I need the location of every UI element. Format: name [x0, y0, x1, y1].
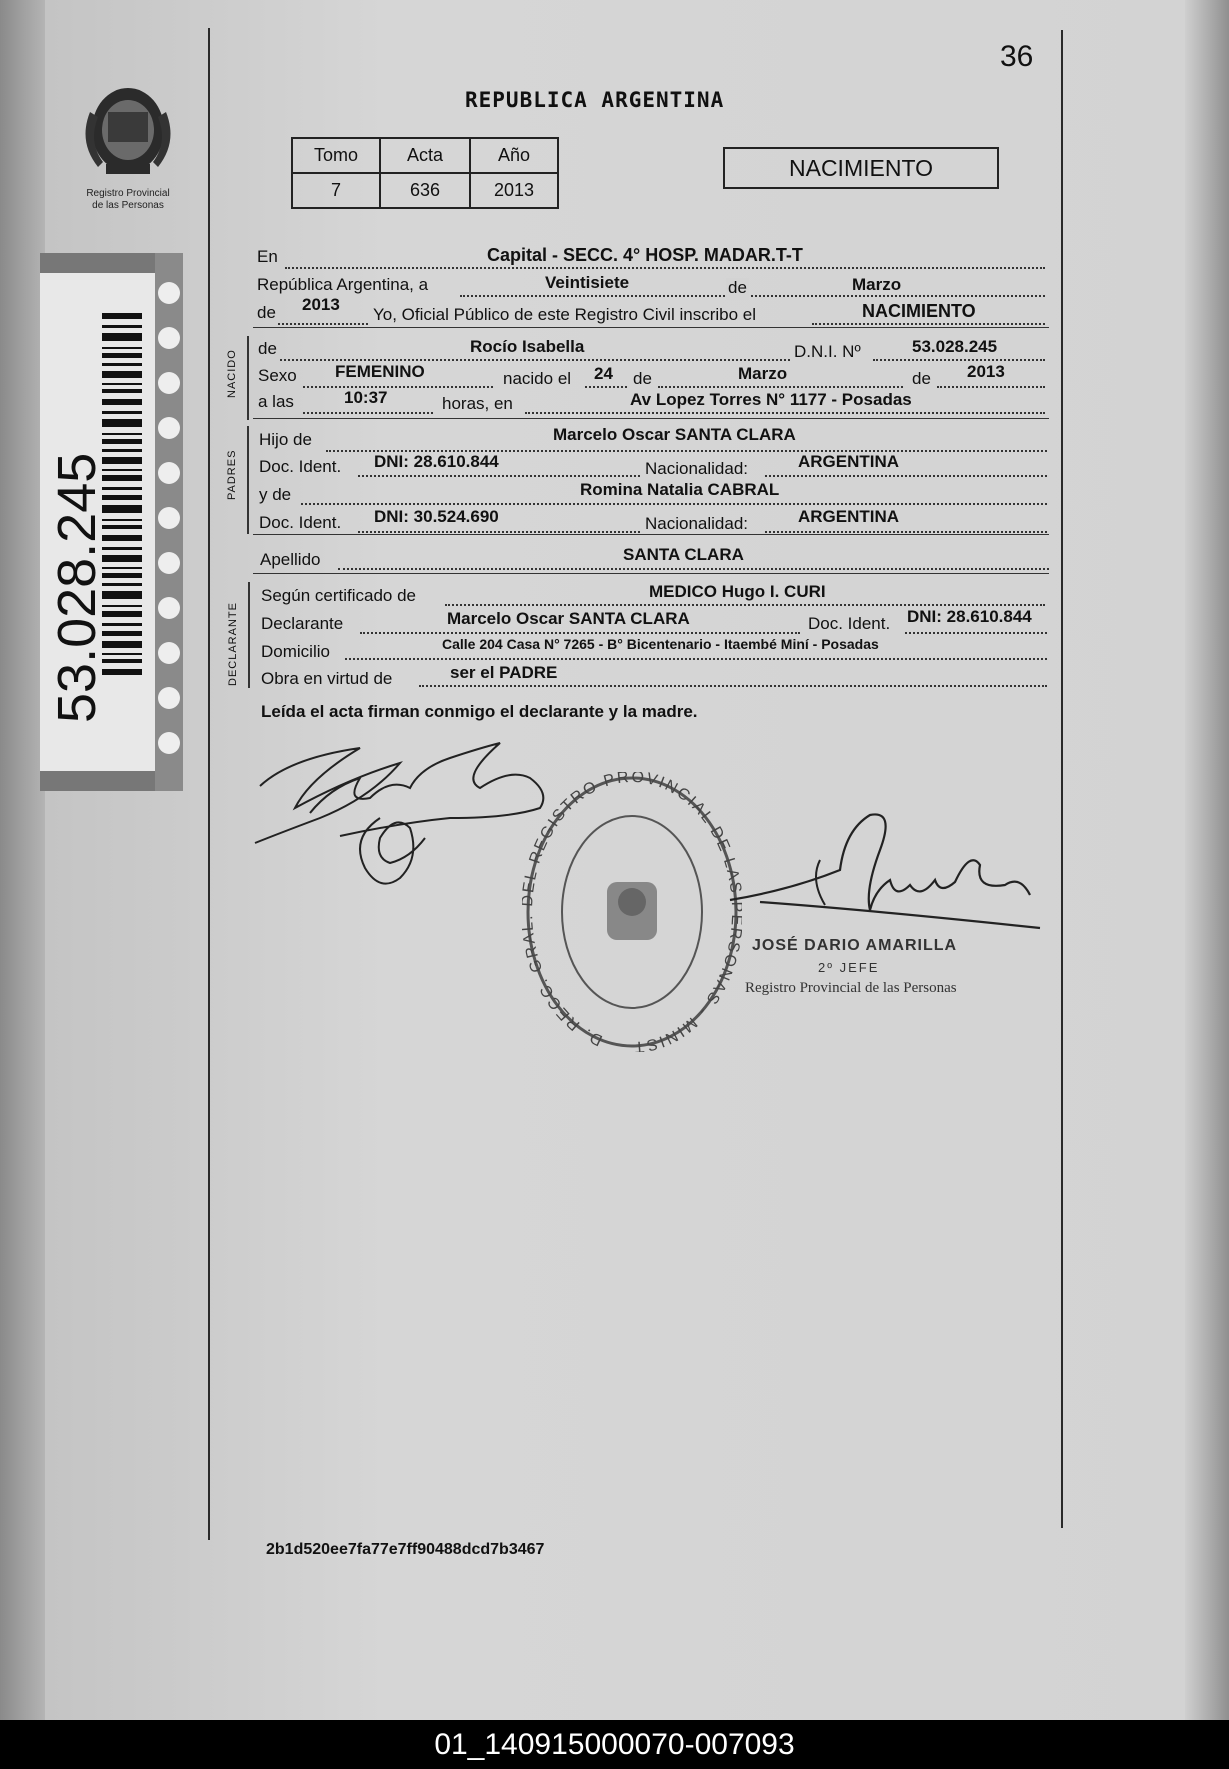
section-divider [253, 573, 1049, 574]
intro-en-value: Capital - SECC. 4° HOSP. MADAR.T-T [487, 245, 803, 265]
official-seal [522, 772, 742, 1052]
register-value-ano: 2013 [470, 173, 558, 208]
section-label-declarante: DECLARANTE [227, 602, 239, 686]
nacido-de-label: de [258, 339, 277, 358]
register-value-acta: 636 [380, 173, 470, 208]
padres-mother-doc: DNI: 30.524.690 [374, 507, 499, 526]
padres-mother: Romina Natalia CABRAL [580, 480, 780, 499]
padres-father-nat-label: Nacionalidad: [645, 459, 749, 478]
declarante-dom-value: Calle 204 Casa N° 7265 - B° Bicentenario - Itaembé Miní - Posadas [442, 636, 879, 652]
official-org: Registro Provincial de las Personas [745, 980, 957, 996]
page-border-left [208, 28, 210, 1540]
act-type-box: NACIMIENTO [723, 147, 999, 189]
apellido-value: SANTA CLARA [623, 545, 744, 564]
intro-de-label: de [726, 278, 749, 300]
section-label-nacido: NACIDO [226, 349, 238, 398]
nacido-sexo-label: Sexo [258, 366, 297, 385]
declarante-cert-value: MEDICO Hugo I. CURI [649, 582, 826, 601]
apellido-label: Apellido [260, 550, 321, 569]
book-spine [0, 0, 45, 1720]
register-value-tomo: 7 [292, 173, 380, 208]
file-identifier-bar: 01_140915000070-007093 [0, 1720, 1229, 1769]
register-header-tomo: Tomo [292, 138, 380, 173]
declarante-obra-value: ser el PADRE [450, 663, 558, 682]
section-bracket [247, 426, 249, 534]
nacido-name: Rocío Isabella [470, 337, 585, 356]
registro-logo [68, 72, 188, 222]
intro-month-value: Marzo [852, 275, 902, 294]
declarante-dom-label: Domicilio [261, 642, 330, 661]
declarante-doc-value: DNI: 28.610.844 [907, 607, 1032, 626]
nacido-horas-label: horas, en [442, 394, 513, 413]
barcode-label [40, 253, 183, 791]
closing-statement: Leída el acta firman conmigo el declarante y la madre. [261, 702, 698, 721]
nacido-sexo: FEMENINO [335, 362, 425, 381]
section-divider [253, 418, 1049, 419]
logo-caption-line2: de las Personas [92, 200, 164, 211]
intro-de2-label: de [257, 303, 276, 322]
nacido-nacido-label: nacido el [503, 369, 572, 388]
declarante-cert-label: Según certificado de [261, 586, 416, 605]
nacido-time: 10:37 [344, 388, 388, 407]
page-number: 36 [1000, 40, 1034, 73]
padres-father-doc-label: Doc. Ident. [259, 457, 342, 476]
page-border-right [1061, 30, 1063, 1528]
official-title: 2º JEFE [818, 960, 880, 975]
declarante-decl-value: Marcelo Oscar SANTA CLARA [447, 609, 690, 628]
intro-year-value: 2013 [302, 295, 340, 314]
intro-day-value: Veintisiete [545, 273, 630, 292]
logo-caption-line1: Registro Provincial [86, 188, 170, 199]
padres-hijo-label: Hijo de [259, 430, 312, 449]
intro-inscribo-value: NACIMIENTO [862, 301, 976, 321]
register-table [291, 137, 559, 209]
register-header-acta: Acta [380, 138, 470, 173]
intro-en-label: En [257, 247, 278, 266]
intro-inscribo-text: Yo, Oficial Público de este Registro Civil inscribo el [373, 305, 756, 324]
page-edge [1185, 0, 1229, 1720]
document-hash: 2b1d520ee7fa77e7ff90488dcd7b3467 [266, 1541, 545, 1558]
padres-mother-nat-label: Nacionalidad: [645, 514, 749, 533]
nacido-dni: 53.028.245 [912, 337, 998, 356]
section-bracket [248, 582, 250, 688]
nacido-month: Marzo [738, 364, 788, 383]
official-name: JOSÉ DARIO AMARILLA [752, 937, 958, 954]
document-title: REPUBLICA ARGENTINA [465, 88, 725, 112]
declarante-doc-label: Doc. Ident. [808, 614, 891, 633]
padres-yde-label: y de [259, 485, 292, 504]
register-header-ano: Año [470, 138, 558, 173]
section-bracket [247, 336, 249, 420]
barcode-number: 53.028.245 [47, 452, 107, 723]
declarante-decl-label: Declarante [261, 614, 344, 633]
nacido-day: 24 [594, 364, 613, 383]
section-divider [253, 327, 1049, 328]
declarante-obra-label: Obra en virtud de [261, 669, 393, 688]
padres-father-nat: ARGENTINA [798, 452, 900, 471]
intro-republica-label: República Argentina, a [257, 275, 429, 294]
nacido-alas-label: a las [258, 392, 294, 411]
padres-father: Marcelo Oscar SANTA CLARA [553, 425, 796, 444]
official-signature [720, 810, 1050, 950]
padres-mother-doc-label: Doc. Ident. [259, 513, 342, 532]
section-divider [253, 534, 1049, 535]
nacido-year: 2013 [967, 362, 1005, 381]
nacido-dni-label: D.N.I. Nº [794, 342, 861, 361]
padres-father-doc: DNI: 28.610.844 [374, 452, 499, 471]
section-label-padres: PADRES [226, 449, 238, 500]
nacido-de-label3: de [912, 369, 931, 388]
nacido-place: Av Lopez Torres N° 1177 - Posadas [630, 390, 912, 409]
nacido-de-label2: de [633, 369, 652, 388]
padres-mother-nat: ARGENTINA [798, 507, 900, 526]
seal-text: D. RECC. GR L REGISTRO PROVINCIAL DE LA SONAS - MINIST [522, 772, 742, 1052]
